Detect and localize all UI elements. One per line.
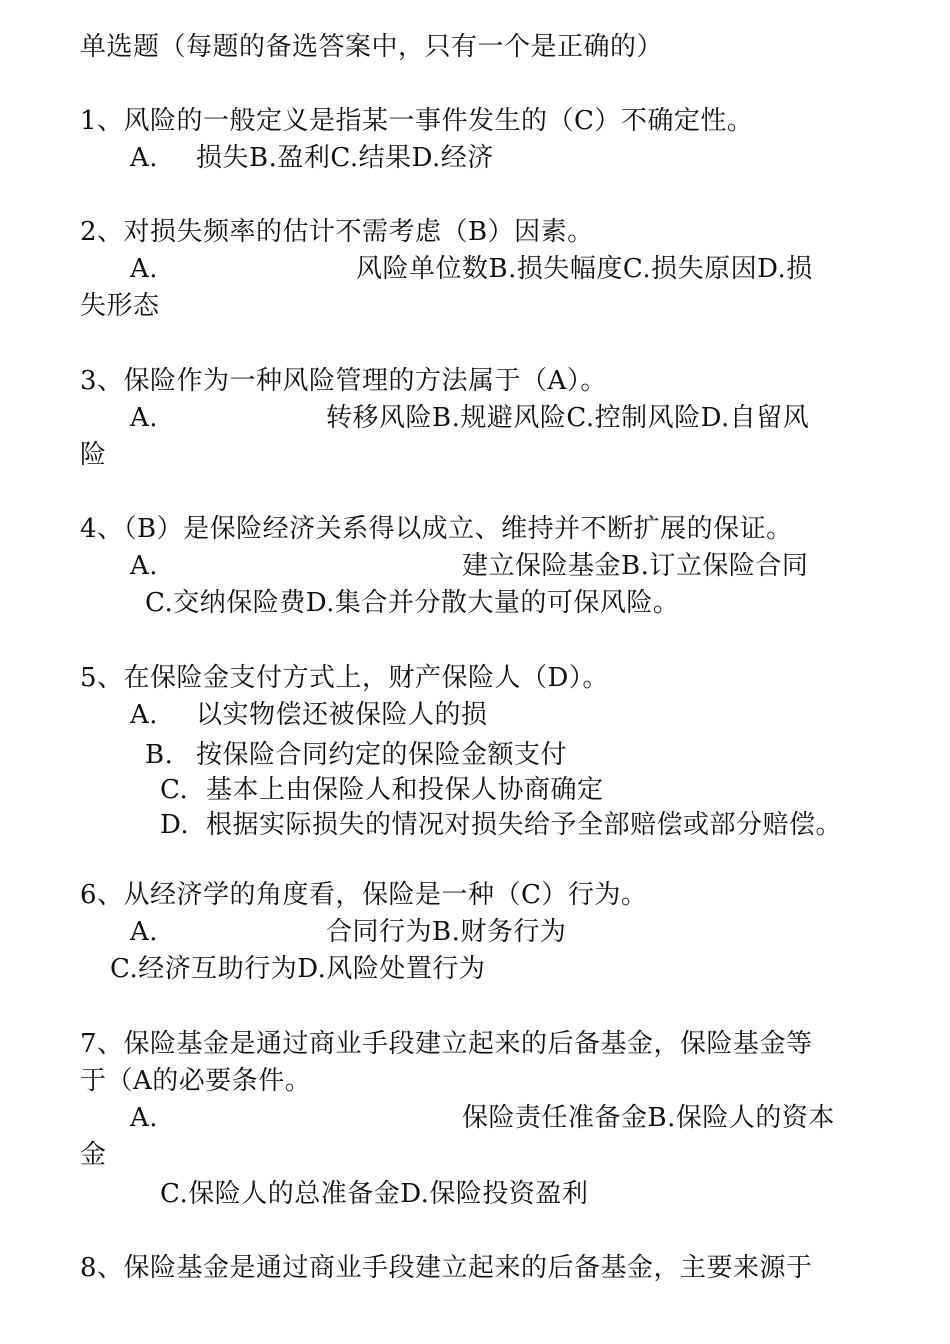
question-4-options-cd: C.交纳保险费D.集合并分散大量的可保风险。 — [145, 588, 680, 618]
question-2-stem: 2、对损失频率的估计不需考虑（B）因素。 — [80, 217, 594, 247]
question-6-options-cd: C.经济互助行为D.风险处置行为 — [110, 954, 486, 984]
question-5-option-d: 根据实际损失的情况对损失给予全部赔偿或部分赔偿。 — [206, 810, 843, 840]
question-7-stem-wrap: 于（A的必要条件。 — [80, 1066, 312, 1096]
question-5-option-c-label: C. — [160, 775, 189, 805]
question-5-option-b-label: B. — [145, 740, 174, 770]
question-2-options: 风险单位数B.损失幅度C.损失原因D.损 — [356, 254, 813, 284]
question-8-stem: 8、保险基金是通过商业手段建立起来的后备基金，主要来源于 — [80, 1253, 813, 1283]
question-4-stem: 4、（B）是保险经济关系得以成立、维持并不断扩展的保证。 — [80, 514, 793, 544]
question-5-stem: 5、在保险金支付方式上，财产保险人（D）。 — [80, 663, 609, 693]
question-3-stem: 3、保险作为一种风险管理的方法属于（A）。 — [80, 366, 607, 396]
question-5-option-c: 基本上由保险人和投保人协商确定 — [206, 775, 604, 805]
question-5-option-d-label: D. — [160, 810, 190, 840]
section-header: 单选题（每题的备选答案中，只有一个是正确的） — [80, 32, 664, 62]
question-4-options-ab: 建立保险基金B.订立保险合同 — [462, 551, 809, 581]
question-6-options-ab: 合同行为B.财务行为 — [326, 917, 567, 947]
question-5-option-b: 按保险合同约定的保险金额支付 — [196, 740, 568, 770]
question-1-options: 损失B.盈利C.结果D.经济 — [196, 143, 494, 173]
question-1-stem: 1、风险的一般定义是指某一事件发生的（C）不确定性。 — [80, 106, 754, 136]
question-5-option-a: 以实物偿还被保险人的损 — [196, 700, 488, 730]
question-7-options-wrap: 金 — [80, 1140, 107, 1170]
question-7-options-ab: 保险责任准备金B.保险人的资本 — [462, 1103, 835, 1133]
question-4-option-a-label: A. — [130, 551, 159, 581]
question-6-stem: 6、从经济学的角度看，保险是一种（C）行为。 — [80, 880, 648, 910]
question-3-option-a-label: A. — [130, 403, 159, 433]
question-2-option-a-label: A. — [130, 254, 159, 284]
question-1-option-a-label: A. — [130, 143, 159, 173]
question-6-option-a-label: A. — [130, 917, 159, 947]
question-3-options-wrap: 险 — [80, 440, 107, 470]
question-7-stem: 7、保险基金是通过商业手段建立起来的后备基金，保险基金等 — [80, 1029, 813, 1059]
question-2-options-wrap: 失形态 — [80, 291, 160, 321]
question-3-options: 转移风险B.规避风险C.控制风险D.自留风 — [326, 403, 810, 433]
question-7-options-cd: C.保险人的总准备金D.保险投资盈利 — [160, 1179, 589, 1209]
question-7-option-a-label: A. — [130, 1103, 159, 1133]
question-5-option-a-label: A. — [130, 700, 159, 730]
